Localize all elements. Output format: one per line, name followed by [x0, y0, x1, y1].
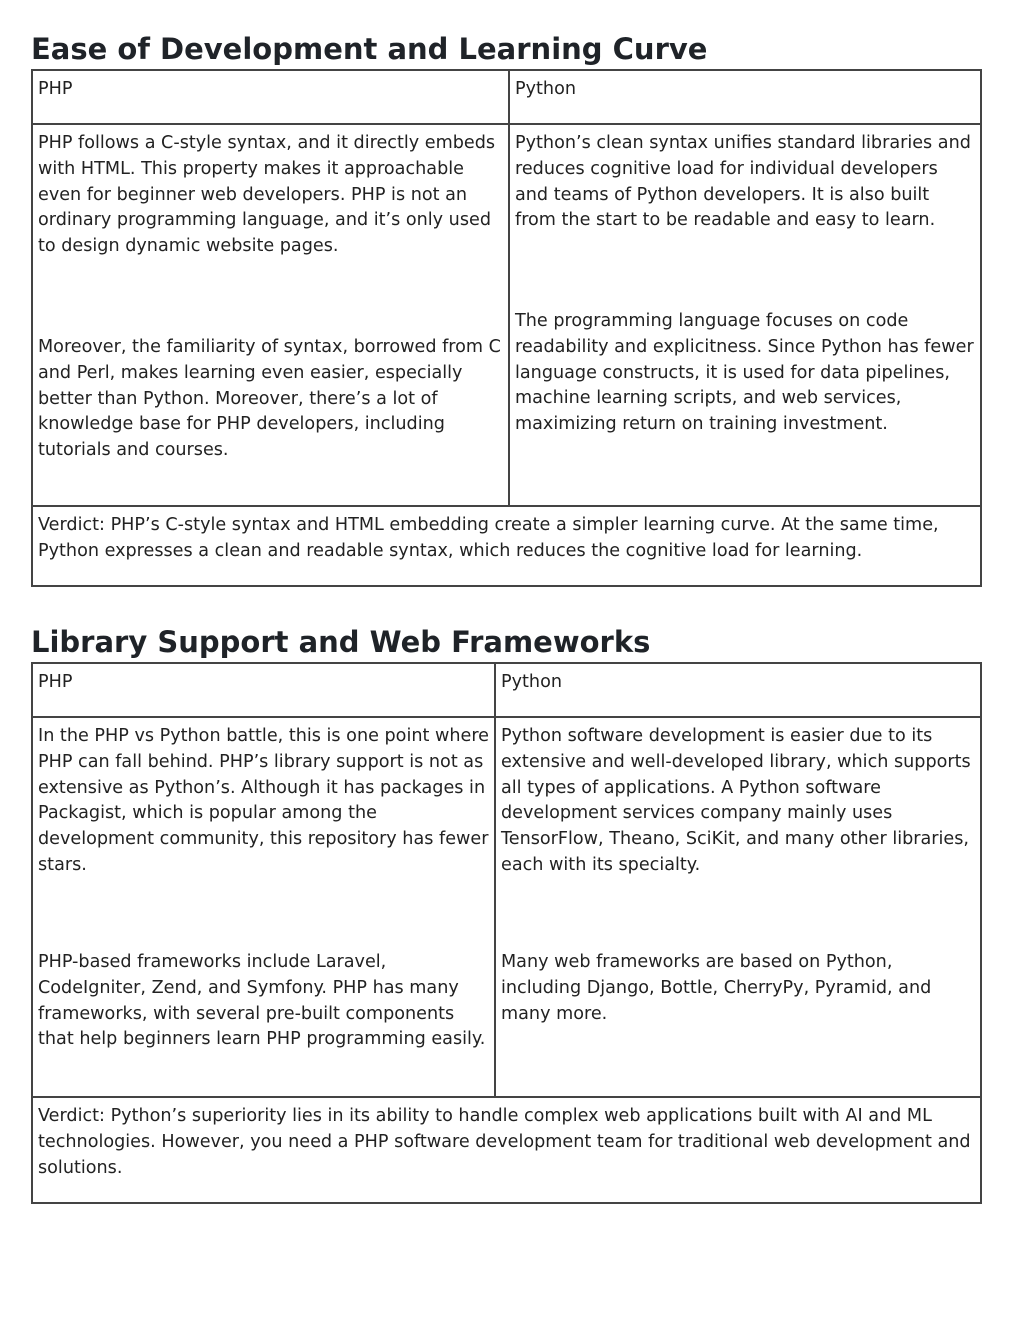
python-paragraph: Many web frameworks are based on Python, including Django, Bottle, CherryPy, Pyramid, and many more. [501, 952, 932, 1024]
php-cell [32, 717, 495, 1097]
python-cell [495, 717, 981, 1097]
verdict-cell: Verdict: PHP’s C-style syntax and HTML embedding create a simpler learning curve. At the same time, Python expresses a clean and readable syntax, which reduces the cognitive load for learning. [32, 506, 981, 586]
table-body-row [32, 717, 981, 1097]
verdict-cell: Verdict: Python’s superiority lies in its ability to handle complex web applications built with AI and ML technologies. However, you need a PHP software development team for traditional web development and solutions. [32, 1097, 981, 1203]
php-paragraph: PHP follows a C-style syntax, and it directly embeds with HTML. This property makes it approachable even for beginner web developers. PHP is not an ordinary programming language, and it’s only used to design dynamic website pages. [38, 133, 496, 257]
section-title-library-support: Library Support and Web Frameworks [31, 625, 651, 659]
python-paragraph: The programming language focuses on code readability and explicitness. Since Python has fewer language constructs, it is used for data pipelines, machine learning scripts, and web services, maximizing return on training investment. [515, 311, 974, 435]
comparison-table-ease-of-development [31, 69, 982, 587]
column-header-python: Python [495, 663, 981, 717]
table-verdict-row [32, 1097, 981, 1203]
php-paragraph: Moreover, the familiarity of syntax, borrowed from C and Perl, makes learning even easier, especially better than Python. Moreover, there’s a lot of knowledge base for PHP developers, including tutorials and courses. [38, 337, 501, 461]
python-paragraph: Python’s clean syntax unifies standard libraries and reduces cognitive load for individual developers and teams of Python developers. It is also built from the start to be readable and easy to learn. [515, 133, 971, 231]
table-header-row [32, 663, 981, 717]
table-header-row [32, 70, 981, 124]
column-header-php: PHP [32, 663, 495, 717]
column-header-python: Python [509, 70, 981, 124]
python-cell [509, 124, 981, 506]
php-cell [32, 124, 509, 506]
table-body-row [32, 124, 981, 506]
column-header-php: PHP [32, 70, 509, 124]
comparison-table-library-support [31, 662, 982, 1204]
python-paragraph: Python software development is easier due to its extensive and well-developed library, which supports all types of applications. A Python software development services company mainly uses TensorFlow, Theano, SciKit, and many other libraries, each with its specialty. [501, 726, 971, 875]
php-paragraph: In the PHP vs Python battle, this is one point where PHP can fall behind. PHP’s library support is not as extensive as Python’s. Although it has packages in Packagist, which is popular among the development community, this repository has fewer stars. [38, 726, 490, 875]
table-verdict-row [32, 506, 981, 586]
php-paragraph: PHP-based frameworks include Laravel, CodeIgniter, Zend, and Symfony. PHP has many frameworks, with several pre-built components that help beginners learn PHP programming easily. [38, 952, 486, 1050]
section-title-ease-of-development: Ease of Development and Learning Curve [31, 32, 708, 66]
